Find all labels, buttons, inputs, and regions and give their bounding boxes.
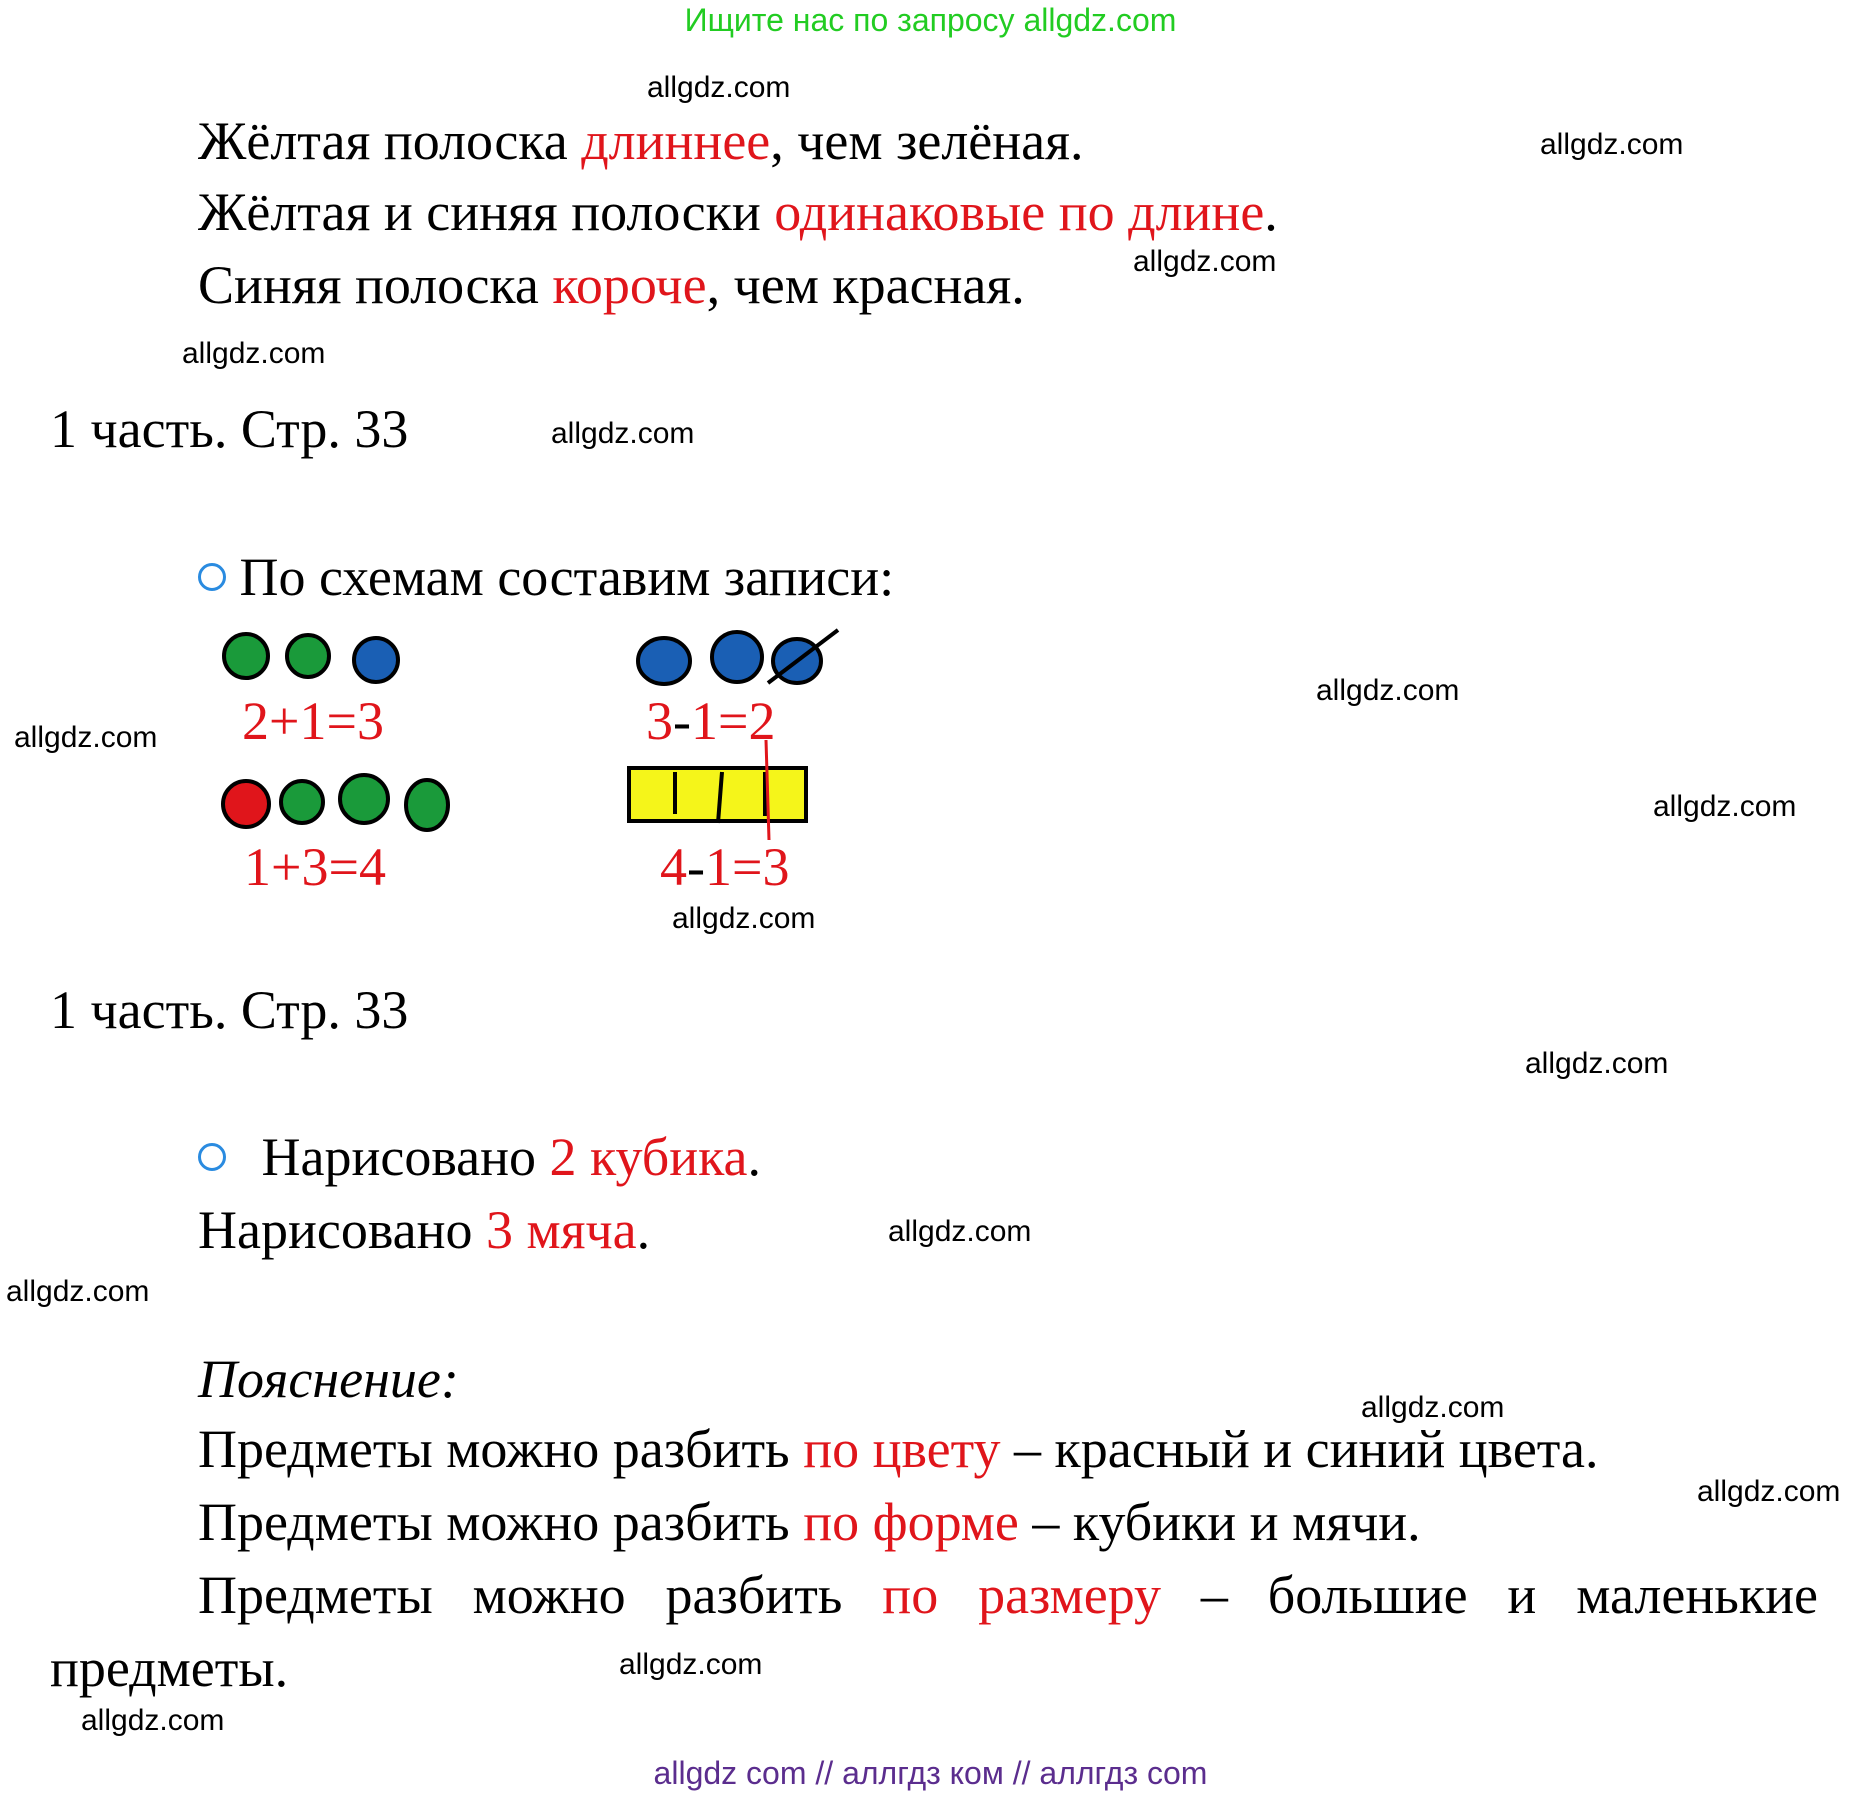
watermark: allgdz.com <box>1653 790 1797 823</box>
equation-1 <box>242 691 384 751</box>
green-circle <box>406 780 448 830</box>
red-cut-line <box>766 740 769 840</box>
eq-number: 3 <box>356 691 384 751</box>
eq-operator: - <box>687 837 705 897</box>
watermark: allgdz.com <box>888 1215 1032 1248</box>
equation-3 <box>244 837 386 897</box>
answer-highlight: одинаковые по длине <box>774 182 1265 242</box>
eq-operator: + <box>269 691 300 751</box>
explanation-line-3 <box>198 1565 1818 1625</box>
explanation-title: Пояснение: <box>198 1349 459 1409</box>
eq-number: 1 <box>244 837 271 897</box>
text: – большие и маленькие <box>1161 1565 1818 1625</box>
equation-2 <box>646 691 776 751</box>
task-2-line-1 <box>198 1127 762 1187</box>
text: Жёлтая и синяя полоски <box>198 182 775 242</box>
green-circle <box>224 634 268 678</box>
equation-4 <box>660 837 790 897</box>
explanation-line-2 <box>198 1492 1421 1552</box>
eq-number: 3 <box>762 837 790 897</box>
answer-highlight: по размеру <box>882 1565 1162 1625</box>
green-circle <box>287 635 329 677</box>
watermark: allgdz.com <box>551 417 695 450</box>
blue-circle <box>638 638 690 684</box>
watermark: allgdz.com <box>1540 128 1684 161</box>
text: Синяя полоска <box>198 255 553 315</box>
eq-number: 1 <box>299 691 327 751</box>
green-circle <box>281 781 323 823</box>
eq-number: 1 <box>704 837 732 897</box>
red-circle <box>223 781 269 827</box>
task-2-line-2 <box>198 1200 651 1260</box>
text: Нарисовано <box>198 1200 486 1260</box>
explanation-line-4: предметы. <box>50 1638 289 1698</box>
answer-highlight: по форме <box>803 1492 1019 1552</box>
header-banner: Ищите нас по запросу allgdz.com <box>684 2 1177 38</box>
footer-banner: allgdz com // аллгдз ком // аллгдз com <box>653 1755 1208 1791</box>
eq-operator: + <box>271 837 302 897</box>
answer-highlight: короче <box>552 255 707 315</box>
text: . <box>747 1127 762 1187</box>
text: По схемам составим записи: <box>239 547 895 607</box>
answer-highlight: длиннее <box>581 111 771 171</box>
watermark: allgdz.com <box>672 902 816 935</box>
answer-highlight: по цвету <box>803 1419 1001 1479</box>
eq-operator: = <box>717 691 749 751</box>
watermark: allgdz.com <box>1361 1391 1505 1424</box>
text: – кубики и мячи. <box>1018 1492 1421 1552</box>
answer-highlight: 2 кубика <box>549 1127 748 1187</box>
text: Предметы можно разбить <box>198 1565 883 1625</box>
text: – красный и синий цвета. <box>1000 1419 1599 1479</box>
watermark: allgdz.com <box>81 1704 225 1737</box>
watermark: allgdz.com <box>1697 1475 1841 1508</box>
explanation-line-1 <box>198 1419 1599 1479</box>
watermark: allgdz.com <box>619 1648 763 1681</box>
watermark: allgdz.com <box>647 71 791 104</box>
green-circle <box>340 775 388 823</box>
eq-number: 3 <box>301 837 329 897</box>
eq-number: 1 <box>690 691 718 751</box>
eq-operator: = <box>326 691 357 751</box>
page-heading-1: 1 часть. Стр. 33 <box>50 399 409 459</box>
eq-operator: - <box>673 691 691 751</box>
watermark: allgdz.com <box>1525 1047 1669 1080</box>
eq-operator: = <box>731 837 763 897</box>
watermark: allgdz.com <box>6 1275 150 1308</box>
text: Предметы можно разбить <box>198 1419 804 1479</box>
text: , чем зелёная. <box>770 111 1084 171</box>
circle-bullet-icon <box>198 1143 226 1171</box>
watermark: allgdz.com <box>1316 674 1460 707</box>
text: . <box>636 1200 651 1260</box>
text: Нарисовано <box>261 1127 550 1187</box>
eq-number: 2 <box>748 691 776 751</box>
text: Предметы можно разбить <box>198 1492 804 1552</box>
page-heading-2: 1 часть. Стр. 33 <box>50 980 409 1040</box>
answer-highlight: 3 мяча <box>485 1200 637 1260</box>
eq-operator: = <box>328 837 359 897</box>
watermark: allgdz.com <box>182 337 326 370</box>
eq-number: 4 <box>358 837 386 897</box>
eq-number: 2 <box>242 691 269 751</box>
blue-circle <box>354 638 398 682</box>
text: Жёлтая полоска <box>198 111 582 171</box>
watermark: allgdz.com <box>1133 245 1277 278</box>
text: , чем красная. <box>706 255 1025 315</box>
watermark: allgdz.com <box>14 721 158 754</box>
eq-number: 3 <box>646 691 673 751</box>
blue-circle <box>712 632 762 682</box>
eq-number: 4 <box>660 837 687 897</box>
text: . <box>1264 182 1278 242</box>
